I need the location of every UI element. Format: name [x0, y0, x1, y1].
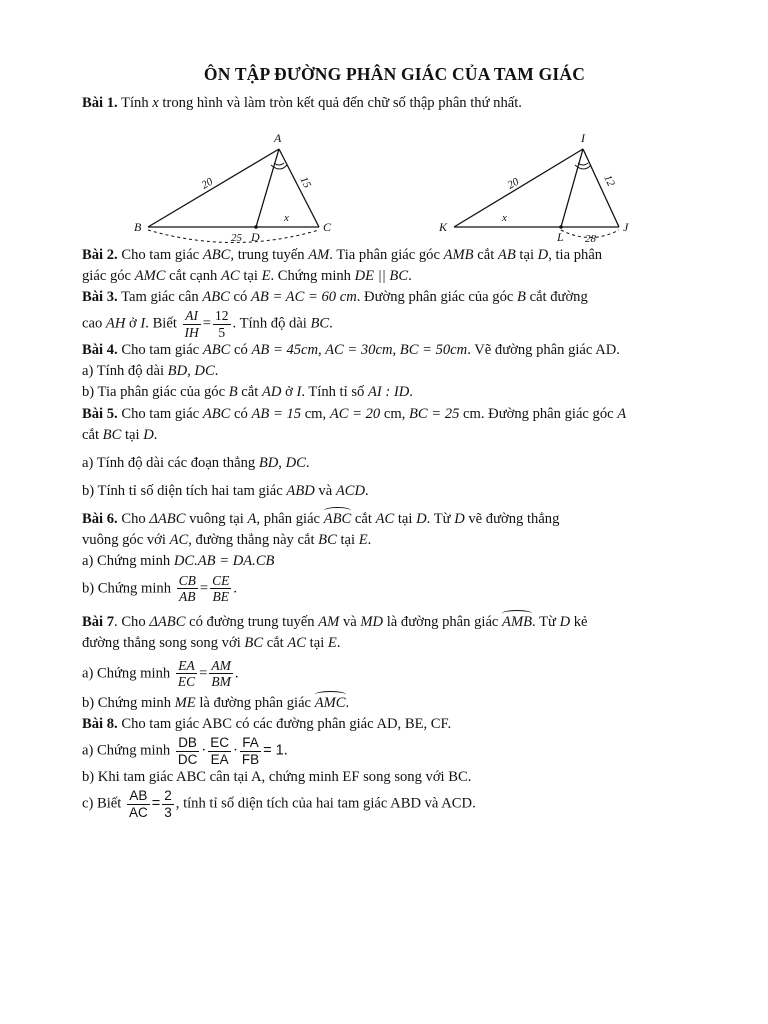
text: . [283, 742, 288, 759]
math: ABC [202, 246, 231, 263]
numerator: FA [240, 735, 261, 752]
figure-triangle-abc [134, 117, 344, 245]
text: . Vẽ đường phân giác AD. [467, 342, 620, 359]
text: vuông tại [185, 511, 248, 528]
math: AC [375, 511, 395, 528]
text: cao [82, 315, 106, 332]
math: AB = 15 [251, 405, 302, 422]
denominator: BM [211, 674, 231, 690]
math: AI : ID [367, 384, 410, 401]
math: A [247, 511, 257, 528]
exercise-5b [82, 481, 707, 502]
text: b) Tính tỉ số diện tích hai tam giác [82, 482, 287, 499]
math: E [327, 634, 337, 651]
text: cắt [82, 426, 103, 443]
figure-triangle-ikj [432, 117, 642, 245]
math: AMB [443, 246, 474, 263]
text: tại [515, 246, 538, 263]
side-length: x [502, 211, 507, 224]
exercise-8a [82, 735, 707, 767]
equals-one: = 1 [263, 742, 284, 759]
math: DC [285, 454, 306, 471]
numerator: DB [176, 735, 200, 752]
vertex-label: K [439, 219, 448, 234]
exercise-3 [82, 287, 707, 340]
numerator: 2 [164, 788, 172, 804]
text: Cho tam giác [117, 246, 203, 263]
math: I [296, 384, 302, 401]
text: và [314, 482, 336, 499]
text: . [367, 532, 372, 549]
vertex-label: J [623, 219, 629, 234]
text: . [329, 315, 333, 332]
vertex-label: A [274, 130, 282, 145]
math: ME [174, 694, 196, 711]
math: BC [244, 634, 264, 651]
vertex-label: D [251, 229, 260, 244]
side-length: 12 [601, 172, 617, 188]
vertex-label: C [323, 219, 332, 234]
exercise-5-label: Bài 5. [82, 405, 118, 422]
side-length: x [284, 211, 289, 224]
text: cắt [351, 511, 376, 528]
equals: = [199, 579, 209, 596]
text: cắt cạnh [165, 267, 222, 284]
text: . [305, 454, 310, 471]
text: . Tính tỉ số [301, 384, 368, 401]
math: x [152, 95, 159, 112]
text: . Từ [532, 613, 560, 630]
math: DE || BC [354, 267, 409, 284]
text: . [408, 267, 412, 284]
vertex-label: I [581, 130, 585, 145]
math: ΔABC [149, 511, 186, 528]
text: . [336, 634, 341, 651]
text: là đường phân giác [383, 613, 503, 630]
exercise-4 [82, 340, 707, 403]
math: AM [318, 613, 340, 630]
math: AH [105, 315, 126, 332]
math: ABC [202, 342, 231, 359]
text: ở [125, 315, 141, 332]
text: tại [336, 532, 359, 549]
text: . [345, 694, 350, 711]
math: B [517, 288, 526, 305]
side-length: 25 [231, 231, 242, 244]
math: ΔABC [149, 613, 186, 630]
side-length: 20 [199, 175, 216, 192]
math: AB [497, 246, 516, 263]
exercise-5 [82, 404, 707, 446]
vertex-label: B [134, 219, 142, 234]
math: AD [261, 384, 282, 401]
math: E [261, 267, 271, 284]
text: trong hình và làm tròn kết quả đến chữ số thập phân thứ nhất. [158, 95, 522, 112]
text: a) Chứng minh [82, 742, 174, 759]
text: , [278, 454, 286, 471]
math: AC [169, 532, 189, 549]
text: có [229, 288, 251, 305]
text: cm, [380, 405, 409, 422]
text: . Cho [114, 613, 150, 630]
exercise-6 [82, 509, 707, 605]
exercise-4-label: Bài 4. [82, 342, 118, 359]
fraction [177, 573, 198, 605]
exercise-7-label: Bài 7 [82, 613, 115, 630]
angle-math: ABC [324, 509, 352, 530]
math: DC.AB = DA.CB [173, 553, 275, 570]
fraction [240, 735, 261, 767]
math: MD [360, 613, 384, 630]
text: a) Chứng minh [82, 665, 174, 682]
denominator: 3 [164, 804, 172, 820]
text: . [365, 482, 369, 499]
exercise-8c [82, 788, 707, 820]
angle-math: AMC [315, 693, 346, 714]
text: a) Tính độ dài các đoạn thẳng [82, 454, 259, 471]
math: BC [318, 532, 337, 549]
side-length: 15 [297, 174, 314, 190]
text: tại [394, 511, 417, 528]
text: và [339, 613, 361, 630]
denominator: EC [177, 674, 196, 690]
numerator: AI [183, 308, 201, 325]
side-length: 28 [585, 232, 596, 245]
text: b) Chứng minh [82, 694, 175, 711]
text: . Tia phân giác góc [329, 246, 444, 263]
text: . Từ [426, 511, 455, 528]
text: b) Tia phân giác của góc [82, 384, 229, 401]
math: BC = 25 [409, 405, 460, 422]
math: D [416, 511, 427, 528]
text: có [230, 342, 252, 359]
text: Tam giác cân [117, 288, 203, 305]
text: tại [306, 634, 328, 651]
text: Cho tam giác [117, 405, 203, 422]
text: cắt [237, 384, 262, 401]
text: kẻ [570, 613, 588, 630]
text: tại [121, 426, 144, 443]
exercise-2 [82, 245, 707, 287]
text: , tính tỉ số diện tích của hai tam giác ABD và ACD. [175, 795, 476, 812]
numerator: CE [212, 572, 230, 588]
denominator: AB [179, 589, 196, 605]
denominator: DC [177, 751, 198, 767]
text: có [230, 405, 252, 422]
math: BD, DC [167, 363, 215, 380]
text: . [409, 384, 413, 401]
text: là đường phân giác [195, 694, 315, 711]
numerator: CB [178, 572, 196, 588]
math: ABC [202, 288, 230, 305]
vertex-label: L [557, 229, 564, 244]
exercise-7a [82, 658, 707, 690]
text: vuông góc với [82, 532, 170, 549]
exercise-6-label: Bài 6. [82, 511, 118, 528]
math: ABC [202, 405, 231, 422]
text: . [233, 579, 238, 596]
fraction [162, 788, 174, 820]
text: . Biết [145, 315, 181, 332]
math: D [559, 613, 571, 630]
exercise-8-label: Bài 8. [82, 716, 118, 733]
math: D [143, 426, 154, 443]
side-length: 20 [505, 175, 522, 192]
math: E [358, 532, 368, 549]
text: cm, [301, 405, 330, 422]
math: BC [102, 426, 122, 443]
equals: = [151, 795, 161, 812]
exercise-8b: b) Khi tam giác ABC cân tại A, chứng minh EF song song với BC. [82, 769, 472, 786]
fraction [127, 788, 150, 820]
math: D [537, 246, 549, 263]
equals: = [202, 315, 212, 332]
text: Cho tam giác ABC có các đường phân giác AD, BE, CF. [117, 716, 452, 733]
math: AB = AC = 60 cm [250, 288, 357, 305]
fraction [209, 658, 233, 690]
text: , tia phân [548, 246, 603, 263]
text: tại [239, 267, 262, 284]
math: AC [287, 634, 307, 651]
fraction [176, 735, 200, 767]
denominator: IH [184, 324, 199, 340]
page-title: ÔN TẬP ĐƯỜNG PHÂN GIÁC CỦA TAM GIÁC [203, 64, 586, 84]
equals: = [199, 665, 208, 682]
denominator: FB [241, 751, 260, 767]
exercise-1-label: Bài 1. [82, 95, 118, 112]
text: vẽ đường thẳng [464, 511, 560, 528]
fraction [210, 573, 231, 605]
text: , trung tuyến [230, 246, 309, 263]
worksheet [82, 62, 707, 821]
numerator: AM [211, 657, 231, 673]
text: Cho [117, 511, 150, 528]
text: ở [281, 384, 297, 401]
exercise-1 [82, 93, 707, 114]
numerator: EA [176, 658, 197, 675]
math: AM [308, 246, 330, 263]
exercise-3-label: Bài 3. [82, 288, 118, 305]
text: . Tính độ dài [232, 315, 311, 332]
text: , đường thẳng này cắt [188, 532, 319, 549]
text: . Đường phân giác của góc [356, 288, 518, 305]
math: AMC [134, 267, 166, 284]
math: ACD [335, 482, 366, 499]
math: A [617, 405, 627, 422]
text: Cho tam giác [117, 342, 203, 359]
math: BD [258, 454, 279, 471]
denominator: EA [210, 751, 229, 767]
text: a) Chứng minh [82, 553, 174, 570]
numerator: 12 [215, 308, 229, 323]
dot: · [201, 742, 207, 759]
text: . Chứng minh [270, 267, 355, 284]
fraction [183, 308, 201, 340]
fraction [208, 735, 231, 767]
text: Tính [121, 95, 153, 112]
text: có đường trung tuyến [185, 613, 319, 630]
text: c) Biết [82, 795, 125, 812]
fraction [213, 308, 231, 340]
math: D [454, 511, 465, 528]
math: BC [310, 315, 330, 332]
text: cm. Đường phân giác góc [459, 405, 618, 422]
text: đường thẳng song song với [82, 634, 245, 651]
exercise-8 [82, 714, 707, 735]
angle-math: AMB [502, 612, 532, 633]
math: B [228, 384, 238, 401]
denominator: BE [212, 589, 230, 605]
text: . [214, 363, 219, 380]
denominator: 5 [218, 324, 226, 340]
math: ABD [286, 482, 315, 499]
numerator: AB [127, 788, 150, 805]
numerator: EC [210, 735, 229, 751]
text: b) Chứng minh [82, 579, 175, 596]
denominator: AC [128, 804, 148, 820]
text: giác góc [82, 267, 135, 284]
text: . [234, 665, 239, 682]
math: AC [221, 267, 240, 284]
text: a) Tính độ dài [82, 363, 168, 380]
dot: · [232, 742, 238, 759]
math: AC = 20 [329, 405, 381, 422]
exercise-5a [82, 453, 707, 474]
math: I [140, 315, 146, 332]
text: cắt [263, 634, 288, 651]
math: AB = 45cm, AC = 30cm, BC = 50cm [251, 342, 468, 359]
exercise-7b [82, 693, 707, 714]
fraction [176, 658, 197, 690]
text: . [153, 426, 158, 443]
exercise-2-label: Bài 2. [82, 246, 118, 263]
exercise-1-figures [82, 117, 707, 245]
text: , phân giác [256, 511, 324, 528]
text: cắt [473, 246, 498, 263]
exercise-7 [82, 612, 707, 654]
text: cắt đường [525, 288, 588, 305]
